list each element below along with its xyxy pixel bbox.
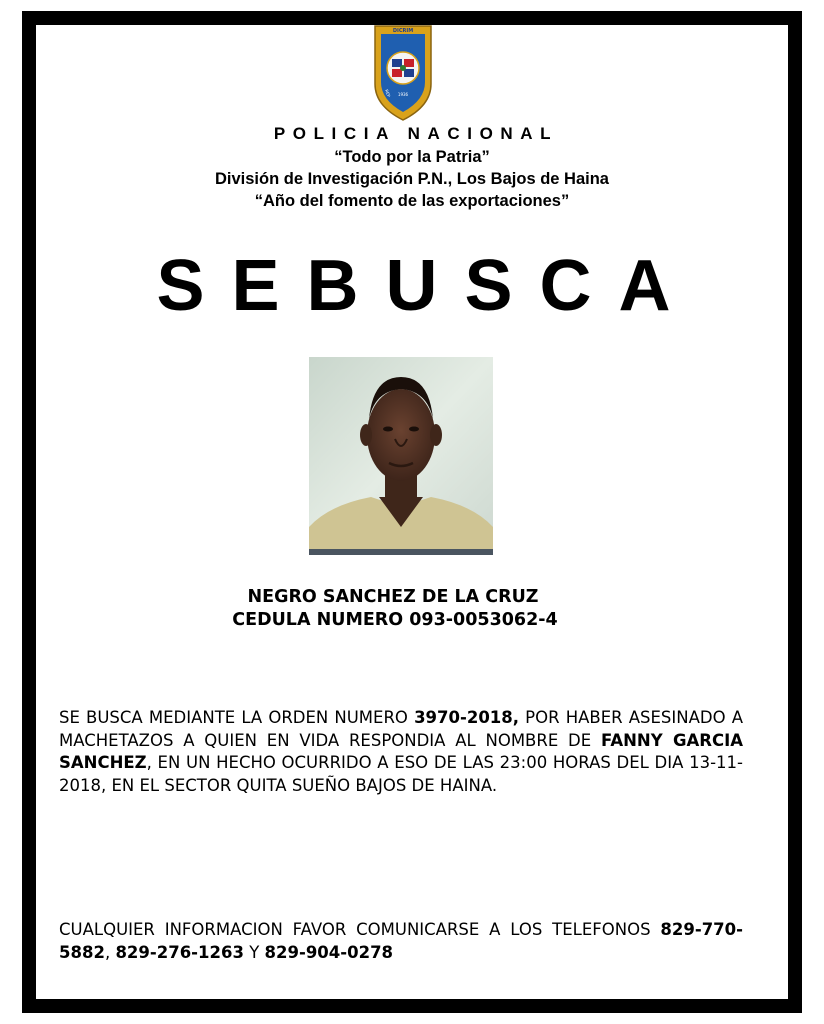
suspect-photo <box>309 357 493 555</box>
warrant-description <box>59 707 743 797</box>
order-number: 3970-2018, <box>414 708 520 727</box>
wanted-headline: SEBUSCA <box>156 246 698 326</box>
contact-information <box>59 919 743 964</box>
svg-text:REP: REP <box>384 88 392 98</box>
warrant-text-1: SE BUSCA MEDIANTE LA ORDEN NUMERO <box>59 708 415 727</box>
svg-text:1936: 1936 <box>397 92 409 97</box>
contact-intro: CUALQUIER INFORMACION FAVOR COMUNICARSE A LOS TELEFONOS <box>59 920 661 939</box>
year-motto: “Año del fomento de las exportaciones” <box>254 192 570 210</box>
phone-number-2: 829-276-1263 <box>115 942 244 962</box>
organization-name: POLICIA NACIONAL <box>273 124 559 143</box>
phone-separator-2: Y <box>243 942 265 962</box>
suspect-name: NEGRO SANCHEZ DE LA CRUZ <box>247 587 539 607</box>
suspect-cedula: CEDULA NUMERO 093-0053062-4 <box>232 610 558 630</box>
warrant-text-3: , EN UN HECHO OCURRIDO A ESO DE LAS 23:00 HORAS DEL DIA 13-11-2018, EN EL SECTOR QUITA SUEÑO BAJOS DE HAINA. <box>59 753 743 795</box>
victim-name: FANNY GARCIA SANCHEZ <box>59 730 743 772</box>
phone-separator-1: , <box>104 942 116 962</box>
police-crest-icon <box>372 24 434 122</box>
motto: “Todo por la Patria” <box>334 148 490 166</box>
warrant-text-2: POR HABER ASESINADO A MACHETAZOS A QUIEN EN VIDA RESPONDIA AL NOMBRE DE <box>59 708 744 750</box>
phone-number-3: 829-904-0278 <box>264 942 394 962</box>
svg-text:DICRIM: DICRIM <box>392 28 414 34</box>
phone-number-1: 829-770-5882 <box>59 920 743 962</box>
division-name: División de Investigación P.N., Los Bajos de Haina <box>215 170 609 188</box>
